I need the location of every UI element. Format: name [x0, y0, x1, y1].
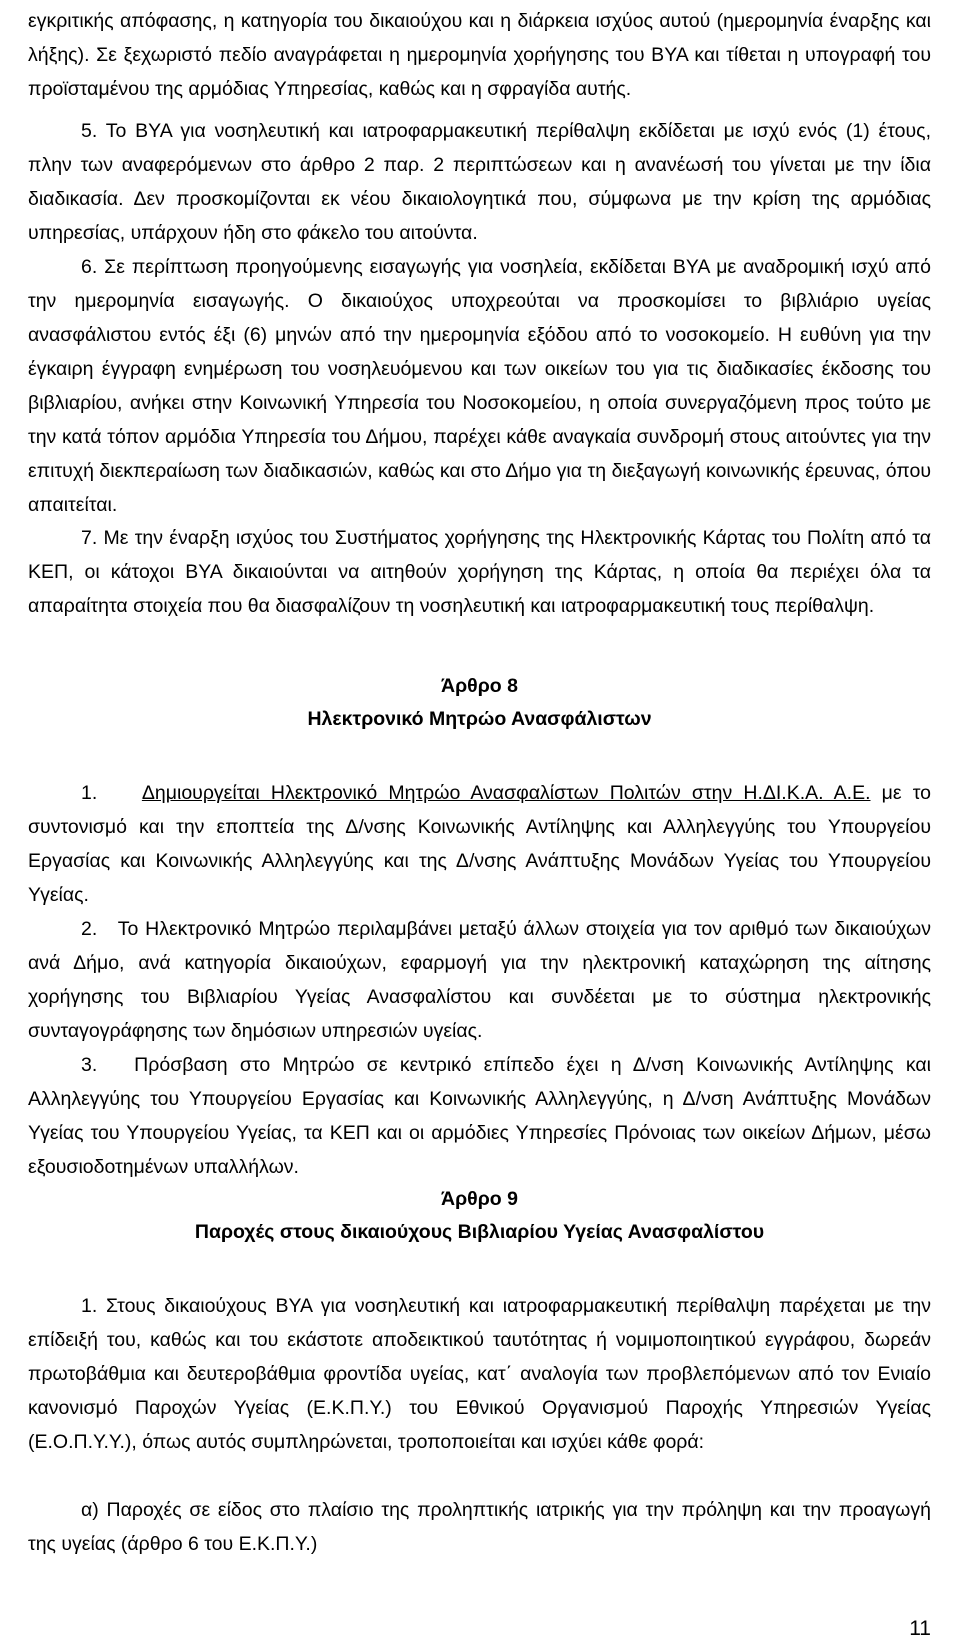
paragraph-continuation: εγκριτικής απόφασης, η κατηγορία του δικαιούχου και η διάρκεια ισχύος αυτού (ημερομηνία έναρξης και λήξης). Σε ξεχωριστό πεδίο αναγράφεται η ημερομηνία χορήγησης του ΒΥΑ και τίθεται η υπογραφή του προϊσταμένου της αρμόδιας Υπηρεσίας, καθώς και η σφραγίδα αυτής.	[28, 10, 931, 100]
article-8-title: Ηλεκτρονικό Μητρώο Ανασφάλιστων	[307, 708, 652, 730]
article-8-paragraph-1-rest: με το συντονισμό και την εποπτεία της Δ/νσης Κοινωνικής Αντίληψης και Αλληλεγγύης του Υπουργείου Εργασίας και Κοινωνικής Αλληλεγγύης και της Δ/νσης Ανάπτυξης Μονάδων Υγείας του Υπουργείου Υγείας.	[28, 782, 932, 906]
article-8-number: Άρθρο 8	[441, 675, 518, 697]
paragraph-6: 6. Σε περίπτωση προηγούμενης εισαγωγής για νοσηλεία, εκδίδεται ΒΥΑ με αναδρομική ισχύ από την ημερομηνία εισαγωγής. Ο δικαιούχος υποχρεούται να προσκομίσει το βιβλιάριο υγείας ανασφάλιστου εντός έξι (6) μηνών από την ημερομηνία εξόδου από το νοσοκομείο. Η ευθύνη για την έγκαιρη έγγραφη ενημέρωση του νοσηλευόμενου και των οικείων του για τις διαδικασίες έκδοσης του βιβλιαρίου, ανήκει στην Κοινωνική Υπηρεσία του Νοσοκομείου, η οποία συνεργαζόμενη προς τούτο με την κατά τόπον αρμόδια Υπηρεσία του Δήμου, παρέχει κάθε αναγκαία συνδρομή στους αιτούντες για την επιτυχή διεκπεραίωση των διαδικασιών, καθώς και στο Δήμο για τη διεξαγωγή κοινωνικής έρευνας, όπου απαιτείται.	[28, 256, 931, 516]
article-8-paragraph-1	[28, 776, 931, 912]
article-9-number: Άρθρο 9	[441, 1188, 518, 1210]
article-9-paragraph-1: 1. Στους δικαιούχους ΒΥΑ για νοσηλευτική και ιατροφαρμακευτική περίθαλψη παρέχεται με την επίδειξή του, καθώς και του εκάστοτε αποδεικτικού ταυτότητας ή νομιμοποιητικού εγγράφου, δωρεάν πρωτοβάθμια και δευτεροβάθμια φροντίδα υγείας, κατ΄ αναλογία των προβλεπόμενων από τον Ενιαίο κανονισμό Παροχών Υγείας (Ε.Κ.Π.Υ.) του Εθνικού Οργανισμού Παροχής Υπηρεσιών Υγείας (Ε.Ο.Π.Υ.Υ.), όπως αυτός συμπληρώνεται, τροποποιείται και ισχύει κάθε φορά:	[28, 1295, 931, 1453]
article-8-paragraph-1-number: 1.	[81, 782, 98, 804]
article-8-paragraph-1-lead: Δημιουργείται Ηλεκτρονικό Μητρώο Ανασφαλίστων Πολιτών στην Η.ΔΙ.Κ.Α. Α.Ε.	[141, 782, 871, 804]
article-8-paragraph-3: 3. Πρόσβαση στο Μητρώο σε κεντρικό επίπεδο έχει η Δ/νση Κοινωνικής Αντίληψης και Αλληλεγγύης του Υπουργείου Εργασίας και Κοινωνικής Αλληλεγγύης, η Δ/νση Ανάπτυξης Μονάδων Υγείας του Υπουργείου Υγείας, τα ΚΕΠ και οι αρμόδιες Υπηρεσίες Πρόνοιας των οικείων Δήμων, μέσω εξουσιοδοτημένων υπαλλήλων.	[28, 1054, 931, 1178]
paragraph-7: 7. Με την έναρξη ισχύος του Συστήματος χορήγησης της Ηλεκτρονικής Κάρτας του Πολίτη από τα ΚΕΠ, οι κάτοχοι ΒΥΑ δικαιούνται να αιτηθούν χορήγηση της Κάρτας, η οποία θα περιέχει όλα τα απαραίτητα στοιχεία που θα διασφαλίζουν τη νοσηλευτική και ιατροφαρμακευτική τους περίθαλψη.	[28, 527, 931, 617]
article-8-paragraph-2: 2. Το Ηλεκτρονικό Μητρώο περιλαμβάνει μεταξύ άλλων στοιχεία για τον αριθμό των δικαιούχων ανά Δήμο, ανά κατηγορία δικαιούχων, εφαρμογή για την ηλεκτρονική καταχώρηση της αίτησης χορήγησης του Βιβλιαρίου Υγείας Ανασφαλίστου και συνδέεται με το σύστημα ηλεκτρονικής συνταγογράφησης των δημόσιων υπηρεσιών υγείας.	[28, 918, 931, 1042]
article-9-item-a: α) Παροχές σε είδος στο πλαίσιο της προληπτικής ιατρικής για την πρόληψη και την προαγωγή της υγείας (άρθρο 6 του Ε.Κ.Π.Υ.)	[28, 1499, 931, 1555]
paragraph-5: 5. Το ΒΥΑ για νοσηλευτική και ιατροφαρμακευτική περίθαλψη εκδίδεται με ισχύ ενός (1) έτους, πλην των αναφερόμενων στο άρθρο 2 παρ. 2 περιπτώσεων και η ανανέωσή του γίνεται με την ίδια διαδικασία. Δεν προσκομίζονται εκ νέου δικαιολογητικά που, σύμφωνα με την κρίση της αρμόδιας υπηρεσίας, υπάρχουν ήδη στο φάκελο του αιτούντα.	[28, 120, 931, 244]
page-number: 11	[909, 1617, 931, 1640]
article-9-title: Παροχές στους δικαιούχους Βιβλιαρίου Υγείας Ανασφαλίστου	[194, 1221, 765, 1243]
